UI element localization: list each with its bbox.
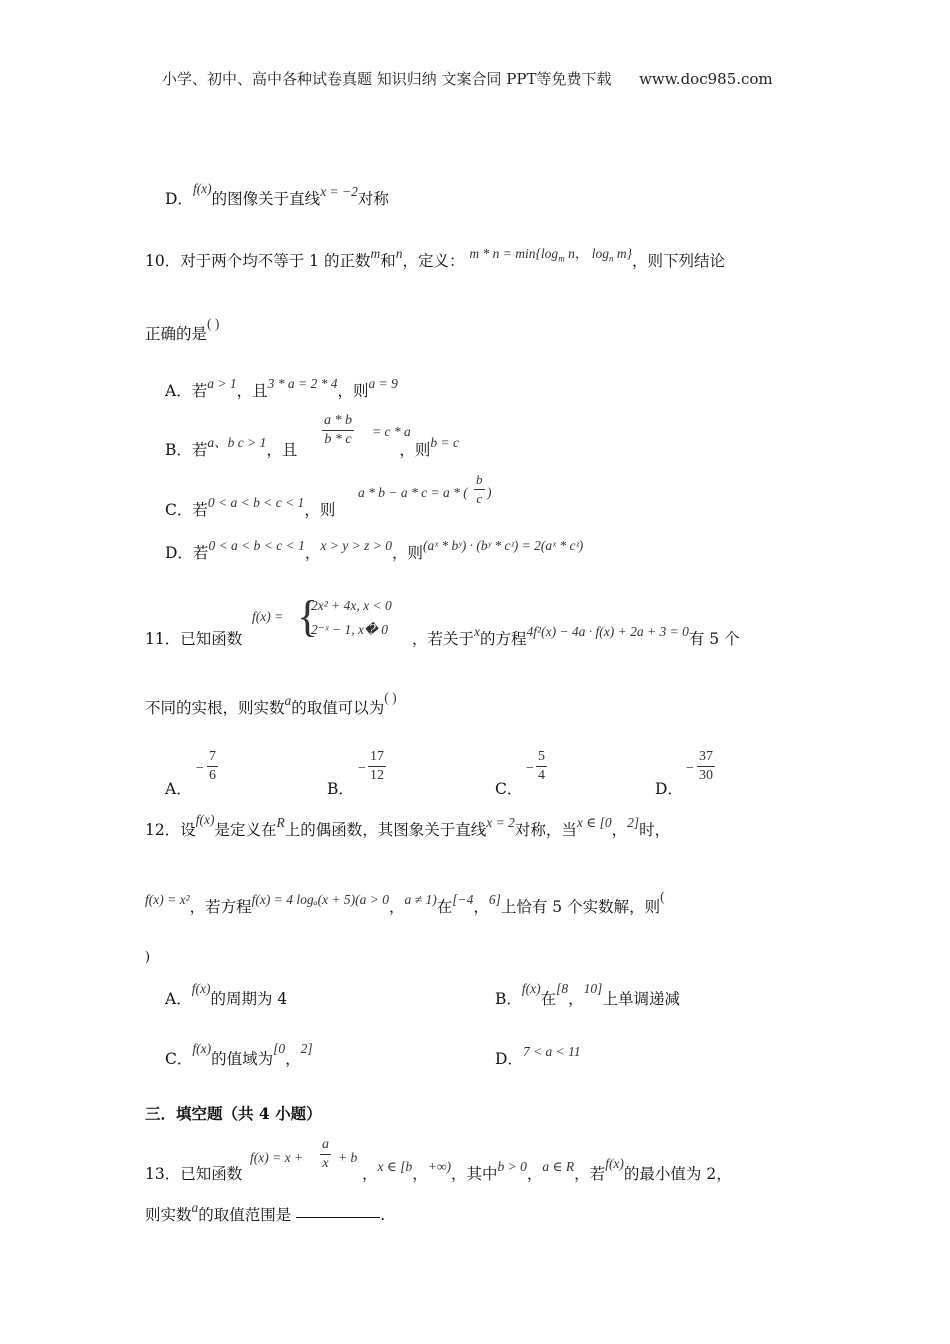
q11-option-d-label: D． <box>655 780 683 798</box>
q10-option-a: A．若a > 1，且3 * a = 2 * 4，则a = 9 <box>165 376 398 400</box>
q11-d-fraction: $\frac{37}{30}$ <box>699 749 713 783</box>
q11-stem-line2: 不同的实根，则实数a的取值可以为( ) <box>145 690 397 717</box>
q13-stem: 13．已知函数 <box>145 1165 243 1183</box>
q10-stem-line2: 正确的是( ) <box>145 316 220 343</box>
q10-c-close: ) <box>487 485 492 500</box>
q11-fx: f(x) = <box>252 609 284 624</box>
q13-plus-b: + b <box>338 1150 358 1165</box>
q12-option-a: A．f(x)的周期为 4 <box>165 981 288 1008</box>
answer-blank[interactable] <box>296 1217 380 1218</box>
q13-fraction: $\frac{a}{x}$ <box>322 1137 329 1171</box>
q11-option-c-label: C． <box>495 780 523 798</box>
q10-stem: 10．对于两个均不等于 1 的正数m和n，定义： $m * n = \min\{\log_m$ n， $\log_n m$}，则下列结论 <box>145 246 725 270</box>
q12-option-c: C．f(x)的值域为[0，2] <box>165 1041 313 1068</box>
q13-fx: f(x) = x + <box>250 1150 304 1165</box>
q11-case2: 2⁻ˣ − 1, x� 0 <box>311 622 389 637</box>
section-title: 三．填空题（共 4 小题） <box>145 1104 322 1123</box>
q11-stem: 11．已知函数 <box>145 630 243 648</box>
q12-stem-line2: f(x) = x²，若方程f(x) = 4 logₐ(x + 5)(a > 0，a ≠ 1)在[−4，6]上恰有 5 个实数解，则( <box>145 889 665 916</box>
q11-a-fraction: $\frac{7}{6}$ <box>209 749 216 783</box>
q12-option-b: B．f(x)在[8，10]上单调递减 <box>495 981 680 1008</box>
q12-stem-line3: ) <box>145 950 151 965</box>
q10-b-rhs: = c * a <box>372 424 411 439</box>
q11-option-b-label: B． <box>327 780 354 798</box>
q13-stem-line2: 则实数a的取值范围是 . <box>145 1200 386 1224</box>
q11-b-fraction: $\frac{17}{12}$ <box>370 749 384 783</box>
q10-b-fraction: $\frac{a * b}{b * c}$ <box>324 413 352 447</box>
q11-stem-tail: ，若关于x的方程4f²(x) − 4a · f(x) + 2a + 3 = 0有 5 个 <box>412 624 740 648</box>
q10-c-fraction: $\frac{b}{c}$ <box>476 472 483 506</box>
q10-definition: $m * n = \min\{\log_m$ n， $\log_n m$} <box>469 246 632 264</box>
q10-option-d: D．若0 < a < b < c < 1，x > y > z > 0，则(aˣ * bʸ) · (bʸ * cᶻ) = 2(aˣ * cᶻ) <box>165 538 584 562</box>
q13-stem-tail: ，x ∈ [b，+∞)，其中b > 0，a ∈ R，若f(x)的最小值为 2， <box>362 1156 732 1183</box>
q9-option-d: D．f(x)的图像关于直线x = −2对称 <box>165 181 389 208</box>
q10-c-expr: a * b − a * c = a * ( <box>358 485 468 500</box>
q11-option-a-label: A． <box>165 780 192 798</box>
q12-stem: 12．设f(x)是定义在R上的偶函数，其图象关于直线x = 2对称，当x ∈ [0，2]时， <box>145 812 671 839</box>
q12-option-d: D．7 < a < 11 <box>495 1044 581 1068</box>
header-url: www.doc985.com <box>639 70 773 88</box>
q11-case1: 2x² + 4x, x < 0 <box>311 598 392 613</box>
header-text: 小学、初中、高中各种试卷真题 知识归纳 文案合同 PPT等免费下载 <box>162 70 612 88</box>
q10-option-c: C．若0 < a < b < c < 1，则 <box>165 495 336 519</box>
q10-option-b: B．若a、b c > 1，且 ，则b = c <box>165 435 460 459</box>
q11-c-fraction: $\frac{5}{4}$ <box>538 749 545 783</box>
page-header <box>162 70 773 88</box>
q11-brace: { <box>297 592 319 641</box>
